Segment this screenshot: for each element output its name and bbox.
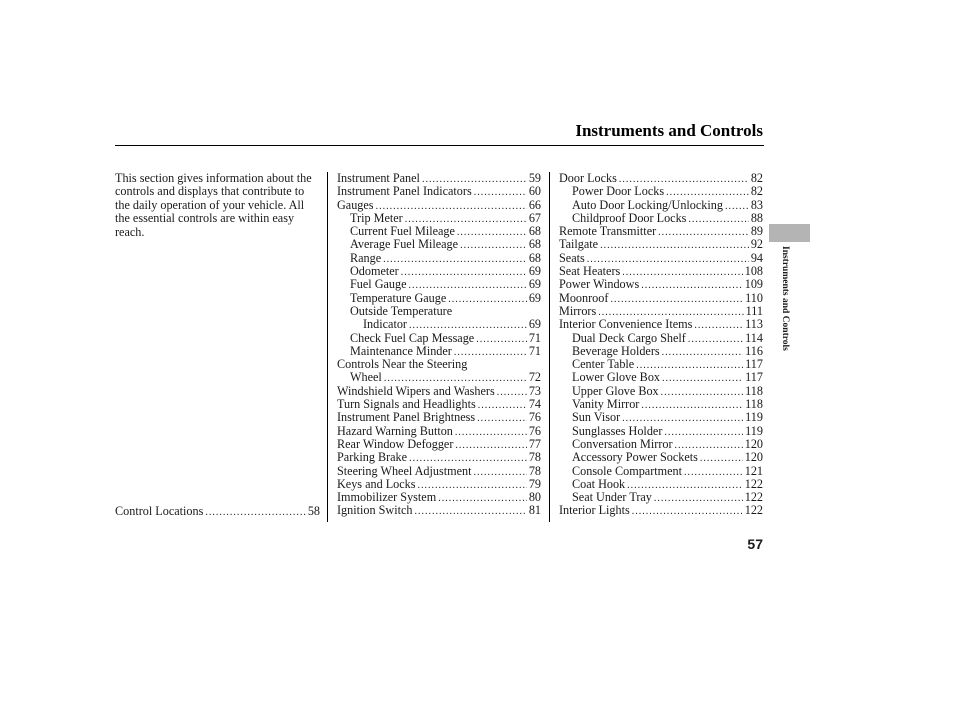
toc-entry (337, 212, 541, 225)
toc-leader-dots (684, 466, 743, 479)
toc-entry-label: Moonroof (559, 290, 609, 305)
toc-entry-label: Check Fuel Cap Message (350, 330, 475, 345)
toc-entry-label: Instrument Panel Indicators (337, 184, 472, 199)
toc-leader-dots (688, 213, 748, 226)
toc-entry-page: 121 (744, 463, 763, 478)
toc-entry-page: 72 (528, 370, 541, 385)
toc-entry-label: Lower Glove Box (572, 370, 661, 385)
toc-leader-dots (694, 319, 743, 332)
toc-entry-label: Range (350, 250, 382, 265)
toc-entry (559, 451, 763, 464)
toc-entry (337, 199, 541, 212)
toc-leader-dots (688, 333, 743, 346)
toc-entry-page: 76 (528, 410, 541, 425)
toc-entry (559, 185, 763, 198)
toc-entry (559, 172, 763, 185)
toc-leader-dots (641, 399, 743, 412)
toc-entry-page: 117 (745, 370, 763, 385)
toc-entry-label: Coat Hook (572, 476, 626, 491)
toc-entry-label: Power Door Locks (572, 184, 665, 199)
toc-entry (337, 425, 541, 438)
toc-entry-page: 88 (750, 210, 763, 225)
toc-entry-page: 117 (745, 357, 763, 372)
toc-entry-page: 69 (528, 264, 541, 279)
toc-entry-page: 114 (745, 330, 763, 345)
toc-entry-label: Trip Meter (350, 210, 403, 225)
toc-entry-page: 94 (750, 250, 763, 265)
toc-entry (559, 465, 763, 478)
toc-leader-dots (662, 346, 744, 359)
toc-entry-label: Beverage Holders (572, 343, 660, 358)
toc-entry-page: 66 (528, 197, 541, 212)
page-number: 57 (747, 536, 763, 552)
toc-entry (337, 318, 541, 331)
toc-entry-label: Interior Convenience Items (559, 317, 693, 332)
toc-entry (559, 425, 763, 438)
toc-leader-dots (383, 253, 527, 266)
toc-leader-dots (205, 506, 305, 519)
toc-entry-label: Upper Glove Box (572, 383, 659, 398)
toc-entry-page: 83 (750, 197, 763, 212)
toc-entry (337, 252, 541, 265)
toc-leader-dots (474, 466, 527, 479)
toc-entry-page: 68 (528, 224, 541, 239)
toc-entry (337, 451, 541, 464)
toc-entry-page: 119 (745, 423, 763, 438)
toc-entry-page: 69 (528, 277, 541, 292)
toc-leader-dots (622, 266, 742, 279)
toc-leader-dots (477, 412, 527, 425)
toc-leader-dots (438, 492, 527, 505)
toc-entry-label: Indicator (363, 317, 407, 332)
toc-leader-dots (448, 293, 527, 306)
toc-leader-dots (455, 439, 526, 452)
toc-leader-dots (460, 239, 527, 252)
toc-entry-label: Parking Brake (337, 450, 408, 465)
toc-entry-label: Immobilizer System (337, 490, 437, 505)
toc-entry (337, 398, 541, 411)
toc-entry (559, 265, 763, 278)
toc-entry-label: Auto Door Locking/Unlocking (572, 197, 723, 212)
toc-entry-label: Seat Heaters (559, 264, 621, 279)
toc-leader-dots (478, 399, 527, 412)
toc-entry (559, 292, 763, 305)
toc-entry-label: Average Fuel Mileage (350, 237, 459, 252)
toc-column-middle (337, 172, 541, 518)
column-divider (549, 172, 550, 522)
toc-leader-dots (610, 293, 743, 306)
toc-leader-dots (474, 186, 527, 199)
toc-entry (337, 238, 541, 251)
toc-entry-label: Instrument Panel Brightness (337, 410, 476, 425)
toc-leader-dots (632, 505, 743, 518)
toc-leader-dots (661, 386, 744, 399)
toc-entry-label: Maintenance Minder (350, 343, 452, 358)
toc-entry (559, 358, 763, 371)
toc-entry (559, 305, 763, 318)
toc-entry-page: 78 (528, 450, 541, 465)
toc-entry-page: 118 (745, 397, 763, 412)
toc-entry (337, 332, 541, 345)
toc-leader-dots (662, 372, 743, 385)
toc-entry-page: 119 (745, 410, 763, 425)
section-side-label: Instruments and Controls (780, 246, 790, 351)
toc-entry-label: Wheel (350, 370, 382, 385)
toc-leader-dots (654, 492, 743, 505)
toc-entry-page: 77 (528, 436, 541, 451)
toc-entry-page: 116 (745, 343, 763, 358)
toc-entry-label: Accessory Power Sockets (572, 450, 698, 465)
toc-entry (559, 278, 763, 291)
toc-leader-dots (497, 386, 527, 399)
toc-entry (337, 478, 541, 491)
toc-entry-label: Power Windows (559, 277, 640, 292)
toc-entry (337, 292, 541, 305)
toc-entry (559, 332, 763, 345)
toc-entry-page: 122 (744, 490, 763, 505)
toc-leader-dots (725, 200, 749, 213)
toc-entry-label: Childproof Door Locks (572, 210, 687, 225)
toc-entry (337, 371, 541, 384)
toc-entry-label: Ignition Switch (337, 503, 413, 518)
toc-entry-page: 60 (528, 184, 541, 199)
toc-entry (559, 318, 763, 331)
section-tab (769, 224, 810, 242)
toc-entry (337, 385, 541, 398)
intro-paragraph: This section gives information about the controls and displays that contribute to the daily operation of your vehicle. All the essential controls are within easy reach. (115, 171, 312, 239)
toc-entry-label: Keys and Locks (337, 476, 416, 491)
toc-entry (559, 385, 763, 398)
toc-entry (337, 225, 541, 238)
toc-entry-page: 111 (745, 303, 763, 318)
toc-column-right (559, 172, 763, 518)
toc-leader-dots (641, 279, 743, 292)
toc-entry-page: 81 (528, 503, 541, 518)
toc-entry-page: 71 (528, 330, 541, 345)
toc-leader-dots (664, 426, 743, 439)
toc-entry (337, 411, 541, 424)
toc-entry (337, 465, 541, 478)
toc-entry-page: 113 (745, 317, 763, 332)
toc-leader-dots (455, 426, 527, 439)
page-title: Instruments and Controls (575, 121, 763, 140)
toc-entry-page: 71 (528, 343, 541, 358)
toc-entry-page: 69 (528, 290, 541, 305)
toc-entry-page: 59 (528, 171, 541, 185)
toc-entry-label: Vanity Mirror (572, 397, 640, 412)
toc-entry-page: 67 (528, 210, 541, 225)
toc-entry-page: 74 (528, 397, 541, 412)
toc-entry (559, 225, 763, 238)
toc-leader-dots (658, 226, 749, 239)
toc-entry-label: Seat Under Tray (572, 490, 652, 505)
toc-entry-label: Door Locks (559, 171, 617, 185)
toc-entry-page: 82 (750, 184, 763, 199)
toc-entry-label: Conversation Mirror (572, 436, 673, 451)
toc-entry-label: Controls Near the Steering (337, 357, 468, 372)
toc-entry-page: 73 (528, 383, 541, 398)
toc-entry-page: 122 (744, 503, 763, 518)
toc-entry (559, 504, 763, 517)
toc-leader-dots (415, 505, 527, 518)
toc-entry-page: 68 (528, 237, 541, 252)
toc-entry (337, 438, 541, 451)
toc-leader-dots (600, 239, 749, 252)
toc-entry-label: Outside Temperature (350, 303, 453, 318)
toc-leader-dots (401, 266, 527, 279)
toc-entry (559, 398, 763, 411)
toc-entry (337, 305, 541, 318)
toc-entry-label: Hazard Warning Button (337, 423, 453, 438)
toc-entry-label: Current Fuel Mileage (350, 224, 455, 239)
toc-entry-label: Gauges (337, 197, 374, 212)
toc-entry-label: Steering Wheel Adjustment (337, 463, 472, 478)
toc-entry-label: Dual Deck Cargo Shelf (572, 330, 686, 345)
toc-entry-page: 78 (528, 463, 541, 478)
toc-entry (559, 252, 763, 265)
toc-entry-page: 109 (744, 277, 763, 292)
toc-entry (337, 358, 541, 371)
toc-entry (559, 238, 763, 251)
toc-entry (559, 199, 763, 212)
toc-column-left (115, 505, 320, 518)
toc-entry (337, 172, 541, 185)
toc-entry (559, 491, 763, 504)
toc-entry-label: Mirrors (559, 303, 597, 318)
toc-entry-page: 76 (528, 423, 541, 438)
column-divider (327, 172, 328, 522)
toc-entry-page: 82 (750, 171, 763, 185)
toc-entry-label: Interior Lights (559, 503, 630, 518)
toc-entry-label: Sunglasses Holder (572, 423, 663, 438)
toc-entry-label: Temperature Gauge (350, 290, 447, 305)
toc-entry (559, 212, 763, 225)
toc-entry-page: 68 (528, 250, 541, 265)
toc-leader-dots (476, 333, 527, 346)
toc-entry (559, 371, 763, 384)
toc-entry (337, 265, 541, 278)
toc-entry-page: 120 (744, 450, 763, 465)
toc-leader-dots (700, 452, 743, 465)
toc-entry-label: Console Compartment (572, 463, 683, 478)
toc-entry-label: Sun Visor (572, 410, 621, 425)
toc-entry-label: Control Locations (115, 503, 204, 518)
toc-entry-label: Remote Transmitter (559, 224, 657, 239)
header-rule (115, 145, 764, 146)
toc-entry-label: Fuel Gauge (350, 277, 407, 292)
toc-entry-page: 122 (744, 476, 763, 491)
toc-entry (559, 478, 763, 491)
toc-entry-page: 118 (745, 383, 763, 398)
toc-leader-dots (457, 226, 527, 239)
toc-entry-page: 110 (745, 290, 763, 305)
toc-entry-label: Instrument Panel (337, 171, 420, 185)
toc-entry-label: Turn Signals and Headlights (337, 397, 476, 412)
toc-entry-label: Tailgate (559, 237, 599, 252)
toc-entry-label: Odometer (350, 264, 399, 279)
toc-entry (559, 438, 763, 451)
toc-entry (337, 278, 541, 291)
toc-entry-page: 79 (528, 476, 541, 491)
toc-entry (559, 345, 763, 358)
toc-entry (337, 491, 541, 504)
toc-entry (115, 505, 320, 518)
toc-entry (337, 185, 541, 198)
toc-entry-page: 108 (744, 264, 763, 279)
toc-entry-label: Windshield Wipers and Washers (337, 383, 495, 398)
toc-entry (337, 504, 541, 517)
toc-entry-page: 58 (307, 503, 320, 518)
toc-entry-label: Rear Window Defogger (337, 436, 454, 451)
toc-entry-page: 89 (750, 224, 763, 239)
toc-entry-label: Center Table (572, 357, 635, 372)
toc-entry-page: 92 (750, 237, 763, 252)
toc-entry (337, 345, 541, 358)
toc-entry-label: Seats (559, 250, 585, 265)
toc-entry (559, 411, 763, 424)
toc-entry-page: 120 (744, 436, 763, 451)
toc-entry-page: 80 (528, 490, 541, 505)
toc-entry-page: 69 (528, 317, 541, 332)
